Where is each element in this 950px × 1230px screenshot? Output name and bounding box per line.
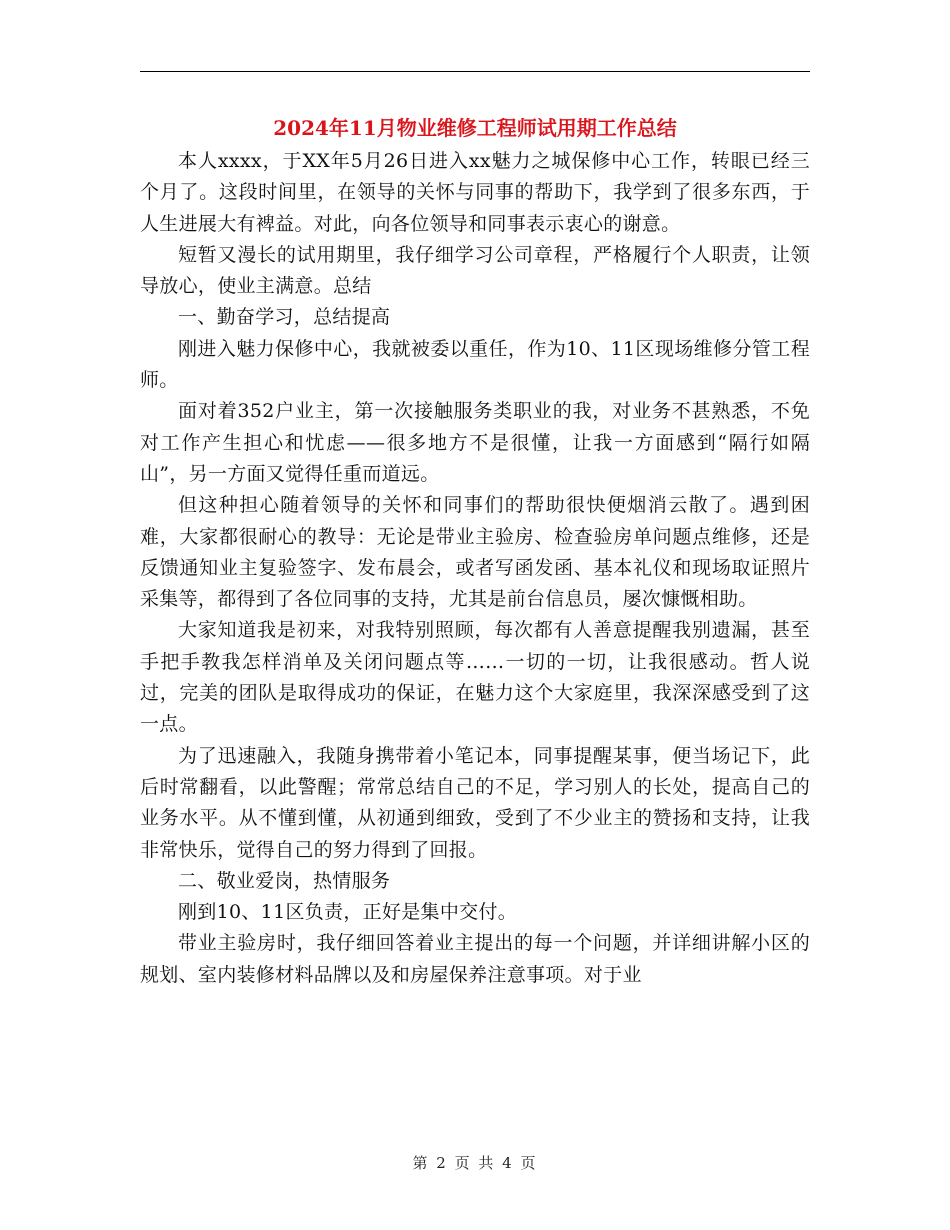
paragraph: 大家知道我是初来，对我特别照顾，每次都有人善意提醒我别遗漏，甚至手把手教我怎样消单及关闭问题点等……一切的一切，让我很感动。哲人说过，完美的团队是取得成功的保证，在魅力这个大家庭里，我深深感受到了这一点。 [140,619,810,736]
paragraph: 刚进入魅力保修中心，我就被委以重任，作为10、11区现场维修分管工程师。 [140,337,810,392]
section-heading-2: 二、敬业爱岗，热情服务 [178,869,391,892]
paragraph-intro: 本人xxxx，于XX年5月26日进入xx魅力之城保修中心工作，转眼已经三个月了。这段时间里，在领导的关怀与同事的帮助下，我学到了很多东西，于人生进展大有裨益。对此，向各位领导和同事表示衷心的谢意。 [140,150,810,235]
page-number-footer: 第 2 页 共 4 页 [412,1154,538,1172]
header-rule [140,71,810,72]
section-heading-1: 一、勤奋学习，总结提高 [178,306,391,329]
paragraph: 但这种担心随着领导的关怀和同事们的帮助很快便烟消云散了。遇到困难，大家都很耐心的教导：无论是带业主验房、检查验房单问题点维修，还是反馈通知业主复验签字、发布晨会，或者写函发函、基本礼仪和现场取证照片采集等，都得到了各位同事的支持，尤其是前台信息员，屡次慷慨相助。 [140,494,810,611]
document-title: 2024年11月物业维修工程师试用期工作总结 [273,116,677,140]
paragraph: 刚到10、11区负责，正好是集中交付。 [178,901,518,924]
paragraph: 带业主验房时，我仔细回答着业主提出的每一个问题，并详细讲解小区的规划、室内装修材料品牌以及和房屋保养注意事项。对于业 [140,932,810,986]
paragraph: 面对着352户业主，第一次接触服务类职业的我，对业务不甚熟悉，不免对工作产生担心和忧虑——很多地方不是很懂，让我一方面感到“隔行如隔山”，另一方面又觉得任重而道远。 [140,400,810,485]
document-body [140,146,810,991]
paragraph-summary-lead: 短暂又漫长的试用期里，我仔细学习公司章程，严格履行个人职责，让领导放心，使业主满意。总结 [140,243,810,298]
paragraph: 为了迅速融入，我随身携带着小笔记本，同事提醒某事，便当场记下，此后时常翻看，以此警醒；常常总结自己的不足，学习别人的长处，提高自己的业务水平。从不懂到懂，从初通到细致，受到了不少业主的赞扬和支持，让我非常快乐，觉得自己的努力得到了回报。 [140,744,810,861]
